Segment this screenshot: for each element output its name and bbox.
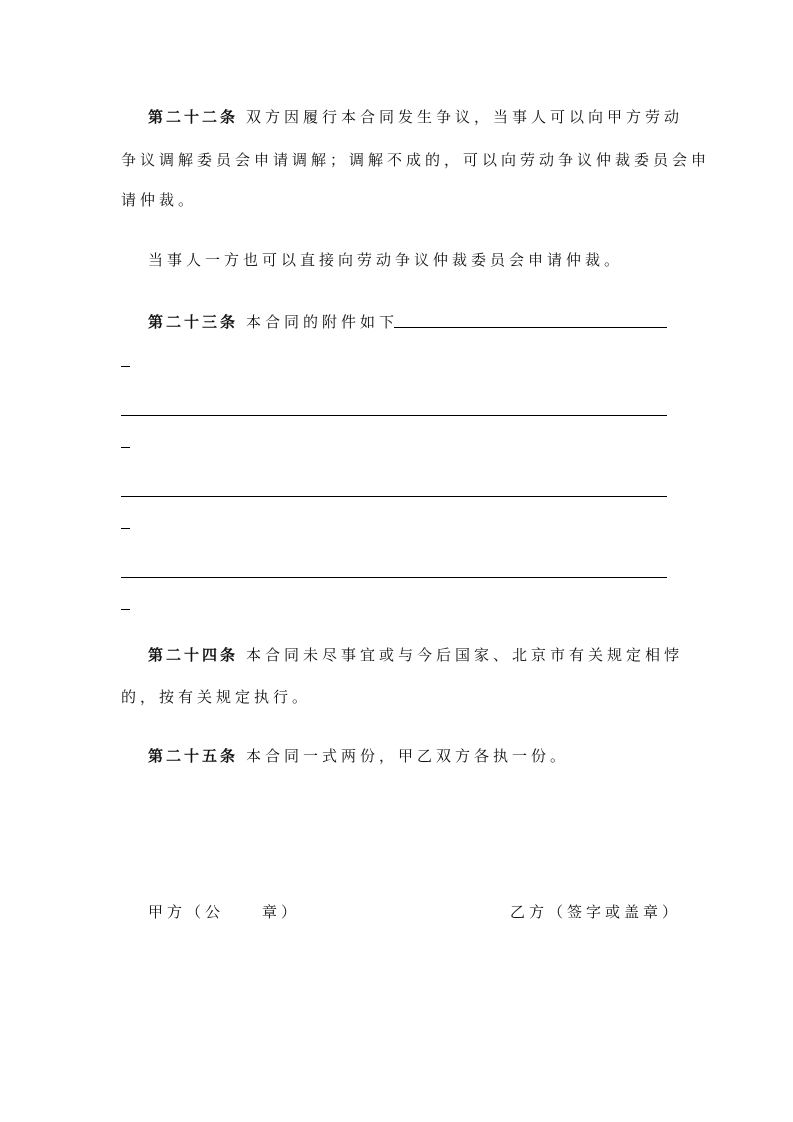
attachment-dash-4 (121, 609, 130, 610)
attachment-blank-line-3 (121, 577, 667, 578)
article-24-line-2: 的，按有关规定执行。 (121, 688, 312, 706)
party-a-signature: 甲方（公 章） (148, 903, 301, 921)
article-25-text: 本合同一式两份，甲乙双方各执一份。 (246, 747, 570, 765)
attachment-blank-line-1 (121, 415, 667, 416)
party-b-signature: 乙方（签字或盖章） (510, 903, 682, 921)
article-22-line-2: 争议调解委员会申请调解；调解不成的，可以向劳动争议仲裁委员会申 (121, 151, 711, 169)
attachment-dash-1 (121, 366, 130, 367)
article-22-heading: 第二十二条 (148, 108, 239, 126)
article-22-text-1: 双方因履行本合同发生争议，当事人可以向甲方劳动 (246, 108, 684, 126)
article-22-line-3: 请仲裁。 (121, 191, 198, 209)
attachment-dash-3 (121, 528, 130, 529)
article-23-line (148, 312, 669, 332)
attachment-blank-line-2 (121, 496, 667, 497)
article-24-text-1: 本合同未尽事宜或与今后国家、北京市有关规定相悖 (246, 646, 684, 664)
article-23-heading: 第二十三条 (148, 313, 239, 331)
attachment-blank-line-0 (394, 327, 667, 328)
article-25-heading: 第二十五条 (148, 747, 239, 765)
article-24-line-1 (148, 645, 684, 665)
article-25-line (148, 746, 669, 766)
article-23-text: 本合同的附件如下 (246, 313, 399, 331)
attachment-dash-2 (121, 447, 130, 448)
article-22-paragraph-2: 当事人一方也可以直接向劳动争议仲裁委员会申请仲裁。 (148, 251, 624, 269)
article-22-line-1 (148, 107, 684, 127)
article-24-heading: 第二十四条 (148, 646, 239, 664)
